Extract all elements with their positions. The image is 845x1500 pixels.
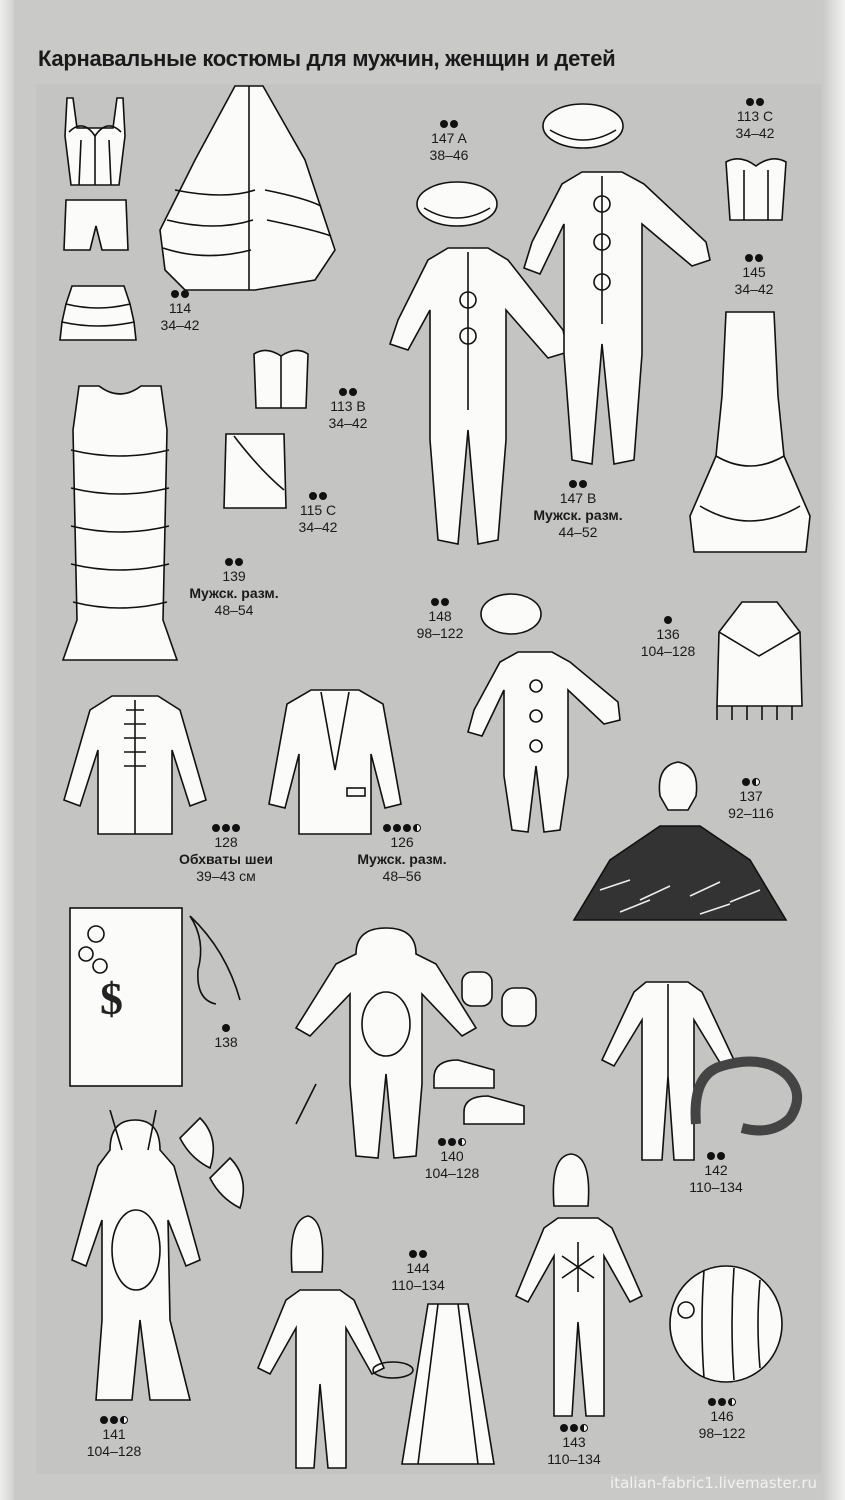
- difficulty-dots: [156, 1022, 296, 1034]
- ruffle-shirt-sketch: [60, 690, 210, 840]
- feather-cape-sketch: [570, 820, 790, 930]
- model-label-147a: 147 A 38–46: [379, 118, 519, 164]
- model-label-128: 128 Обхваты шеи 39–43 см: [156, 822, 296, 885]
- tailcoat-sketch: [265, 684, 405, 840]
- model-label-126: 126 Мужск. разм. 48–56: [332, 822, 472, 885]
- lobster-claws-sketch: [170, 1108, 260, 1228]
- mermaid-skirt-sketch: [680, 306, 820, 558]
- model-label-148: 148 98–122: [370, 596, 510, 642]
- model-label-113c: 113 C 34–42: [685, 96, 825, 142]
- difficulty-dots: [278, 386, 418, 398]
- difficulty-dots: [110, 288, 250, 300]
- model-label-141: 141 104–128: [44, 1414, 184, 1460]
- corset-top-sketch: [55, 90, 135, 190]
- model-label-147b: 147 B Мужск. разм. 44–52: [508, 478, 648, 541]
- difficulty-dots: [164, 556, 304, 568]
- model-label-146: 146 98–122: [652, 1396, 792, 1442]
- ruffle-bonnet-b-sketch: [538, 100, 628, 158]
- difficulty-dots: [598, 614, 738, 626]
- model-label-140: 140 104–128: [382, 1136, 522, 1182]
- long-skirt-sketch: [398, 1300, 498, 1470]
- dollar-sign-icon: $: [100, 973, 123, 1024]
- fish-costume-sketch: [664, 1250, 794, 1390]
- watermark: italian-fabric1.livemaster.ru: [610, 1474, 817, 1492]
- model-label-144: 144 110–134: [348, 1248, 488, 1294]
- model-label-145: 145 34–42: [684, 252, 824, 298]
- difficulty-dots: [504, 1422, 644, 1434]
- page-edge-right: [823, 0, 845, 1500]
- snake-sketch: [682, 1044, 812, 1144]
- difficulty-dots: [370, 596, 510, 608]
- model-label-143: 143 110–134: [504, 1422, 644, 1468]
- difficulty-dots: [646, 1150, 786, 1162]
- model-label-142: 142 110–134: [646, 1150, 786, 1196]
- model-label-115c: 115 C 34–42: [248, 490, 388, 536]
- drawstring-sketch: [186, 910, 246, 1010]
- model-label-136: 136 104–128: [598, 614, 738, 660]
- difficulty-dots: [508, 478, 648, 490]
- difficulty-dots: [44, 1414, 184, 1426]
- page-edge-left: [0, 0, 14, 1500]
- ruffle-bonnet-sketch: [412, 178, 502, 238]
- spider-jumpsuit-sketch: [512, 1212, 647, 1422]
- difficulty-dots: [348, 1248, 488, 1260]
- difficulty-dots: [248, 490, 388, 502]
- mask-sketch: [284, 1212, 330, 1278]
- page-title: Карнавальные костюмы для мужчин, женщин и детей: [38, 46, 616, 71]
- ruffle-overskirt-sketch: [155, 80, 340, 295]
- model-label-138: 138: [156, 1022, 296, 1051]
- difficulty-dots: [681, 776, 821, 788]
- difficulty-dots: [156, 822, 296, 834]
- money-bag-sketch: [66, 904, 186, 1090]
- difficulty-dots: [332, 822, 472, 834]
- model-label-114: 114 34–42: [110, 288, 250, 334]
- model-label-137: 137 92–116: [681, 776, 821, 822]
- difficulty-dots: [684, 252, 824, 264]
- difficulty-dots: [652, 1396, 792, 1408]
- difficulty-dots: [382, 1136, 522, 1148]
- mitten-slippers-sketch: [424, 960, 544, 1130]
- bustier-c-sketch: [720, 152, 792, 224]
- difficulty-dots: [379, 118, 519, 130]
- spider-mask-sketch: [546, 1150, 596, 1210]
- child-clown-jumpsuit-sketch: [460, 646, 630, 836]
- model-label-113b: 113 B 34–42: [278, 386, 418, 432]
- model-label-139: 139 Мужск. разм. 48–54: [164, 556, 304, 619]
- shorts-sketch: [62, 196, 130, 254]
- tiered-dress-sketch: [55, 380, 185, 665]
- difficulty-dots: [685, 96, 825, 108]
